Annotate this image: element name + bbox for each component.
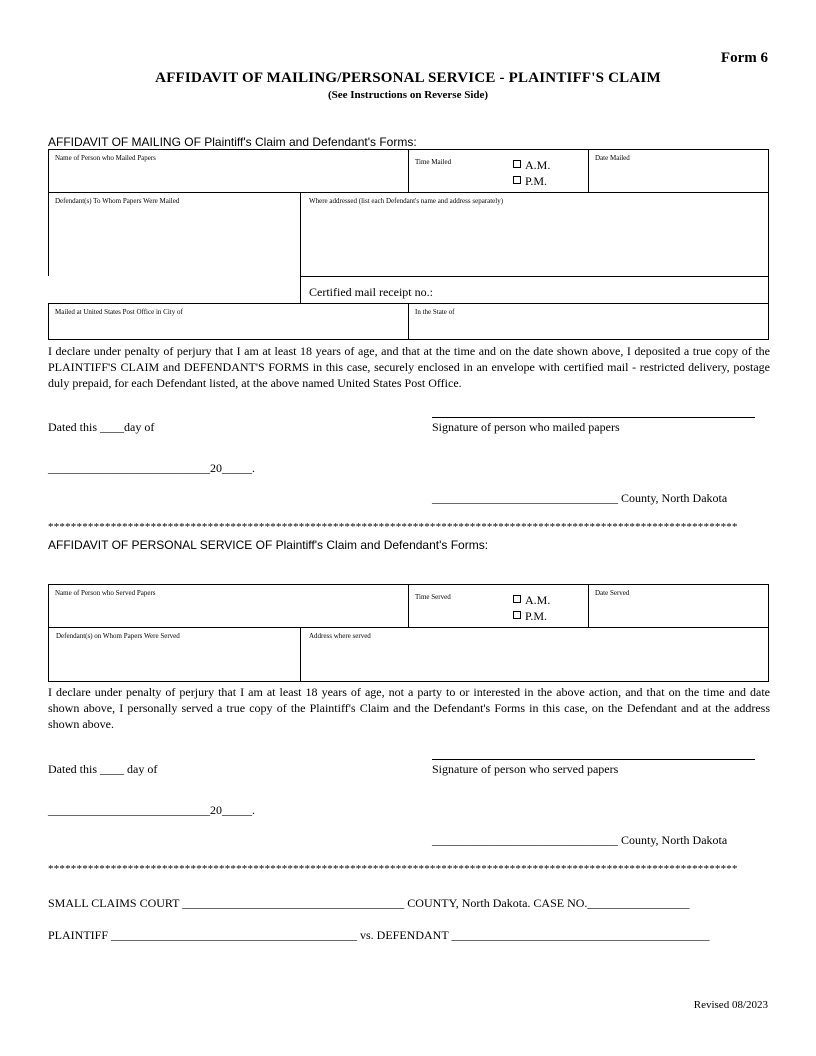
- personal-county: _______________________________ County, North Dakota: [432, 833, 728, 847]
- form-title: AFFIDAVIT OF MAILING/PERSONAL SERVICE - PLAINTIFF'S CLAIM: [155, 70, 661, 86]
- mailing-county: _______________________________ County, North Dakota: [432, 491, 728, 505]
- mailer-name-field[interactable]: [48, 149, 409, 193]
- mailed-pm-checkbox[interactable]: P.M.: [513, 173, 547, 189]
- separator-2: *************************************************************************************************************************: [48, 863, 738, 875]
- form-subtitle: (See Instructions on Reverse Side): [327, 89, 489, 101]
- date-mailed-label: Date Mailed: [595, 154, 630, 162]
- server-name-label: Name of Person who Served Papers: [55, 589, 156, 597]
- where-addressed-field[interactable]: [300, 192, 769, 277]
- mailing-dated: Dated this ____day of: [48, 420, 155, 434]
- defendants-served-label: Defendant(s) on Whom Papers Were Served: [56, 632, 180, 640]
- court-caption-line: SMALL CLAIMS COURT _____________________________________ COUNTY, North Dakota. CASE NO._________________: [48, 896, 690, 910]
- defendants-mailed-label: Defendant(s) To Whom Papers Were Mailed: [55, 197, 180, 205]
- address-served-field[interactable]: [300, 627, 769, 682]
- time-mailed-label: Time Mailed: [415, 158, 452, 166]
- post-office-city-field[interactable]: [48, 303, 409, 340]
- parties-caption-line: PLAINTIFF _________________________________________ vs. DEFENDANT ___________________________________________: [48, 928, 710, 942]
- served-am-checkbox[interactable]: A.M.: [513, 592, 550, 608]
- revision-date: Revised 08/2023: [693, 999, 768, 1011]
- defendants-served-field[interactable]: [48, 627, 301, 682]
- defendants-mailed-field[interactable]: [48, 192, 301, 304]
- personal-year: ___________________________20_____.: [48, 803, 255, 817]
- certified-receipt-field[interactable]: [300, 276, 769, 304]
- server-signature-label: Signature of person who served papers: [432, 762, 619, 776]
- form-number: Form 6: [720, 50, 768, 66]
- separator-1: *************************************************************************************************************************: [48, 521, 738, 533]
- mailer-signature-label: Signature of person who mailed papers: [432, 420, 620, 434]
- date-served-field[interactable]: [588, 584, 769, 628]
- mailing-declaration: I declare under penalty of perjury that I am at least 18 years of age, and that at the time and on the date shown above, I deposited a true copy of the PLAINTIFF'S CLAIM and DEFENDANT'S FORMS in this case, securely enclosed in an envelope with certified mail - restricted delivery, postage duly prepaid, for each Defendant listed, at the above named United States Post Office.: [48, 344, 770, 390]
- time-mailed-field: [408, 149, 589, 193]
- state-label: In the State of: [415, 308, 455, 316]
- time-served-label: Time Served: [415, 593, 451, 601]
- personal-heading: AFFIDAVIT OF PERSONAL SERVICE OF Plaintiff's Claim and Defendant's Forms:: [48, 538, 489, 552]
- personal-dated: Dated this ____ day of: [48, 762, 158, 776]
- mailed-am-checkbox[interactable]: A.M.: [513, 157, 550, 173]
- time-served-field: [408, 584, 589, 628]
- mailing-year: ___________________________20_____.: [48, 461, 255, 475]
- served-pm-checkbox[interactable]: P.M.: [513, 608, 547, 624]
- mailer-signature-line[interactable]: [432, 417, 755, 418]
- post-office-city-label: Mailed at United States Post Office in City of: [55, 308, 183, 316]
- certified-receipt-label: Certified mail receipt no.:: [309, 285, 433, 299]
- server-signature-line[interactable]: [432, 759, 755, 760]
- date-mailed-field[interactable]: [588, 149, 769, 193]
- mailer-name-label: Name of Person who Mailed Papers: [55, 154, 156, 162]
- server-name-field[interactable]: [48, 584, 409, 628]
- where-addressed-label: Where addressed (list each Defendant's name and address separately): [309, 197, 504, 205]
- mailing-heading: AFFIDAVIT OF MAILING OF Plaintiff's Claim and Defendant's Forms:: [48, 135, 417, 149]
- personal-declaration: I declare under penalty of perjury that I am at least 18 years of age, not a party to or interested in the above action, and that on the time and date shown above, I personally served a true copy of the Plaintiff's Claim and the Defendant's Forms in this case, on the Defendant and at the address shown above.: [48, 685, 770, 731]
- state-field[interactable]: [408, 303, 769, 340]
- address-served-label: Address where served: [309, 632, 371, 640]
- date-served-label: Date Served: [595, 589, 630, 597]
